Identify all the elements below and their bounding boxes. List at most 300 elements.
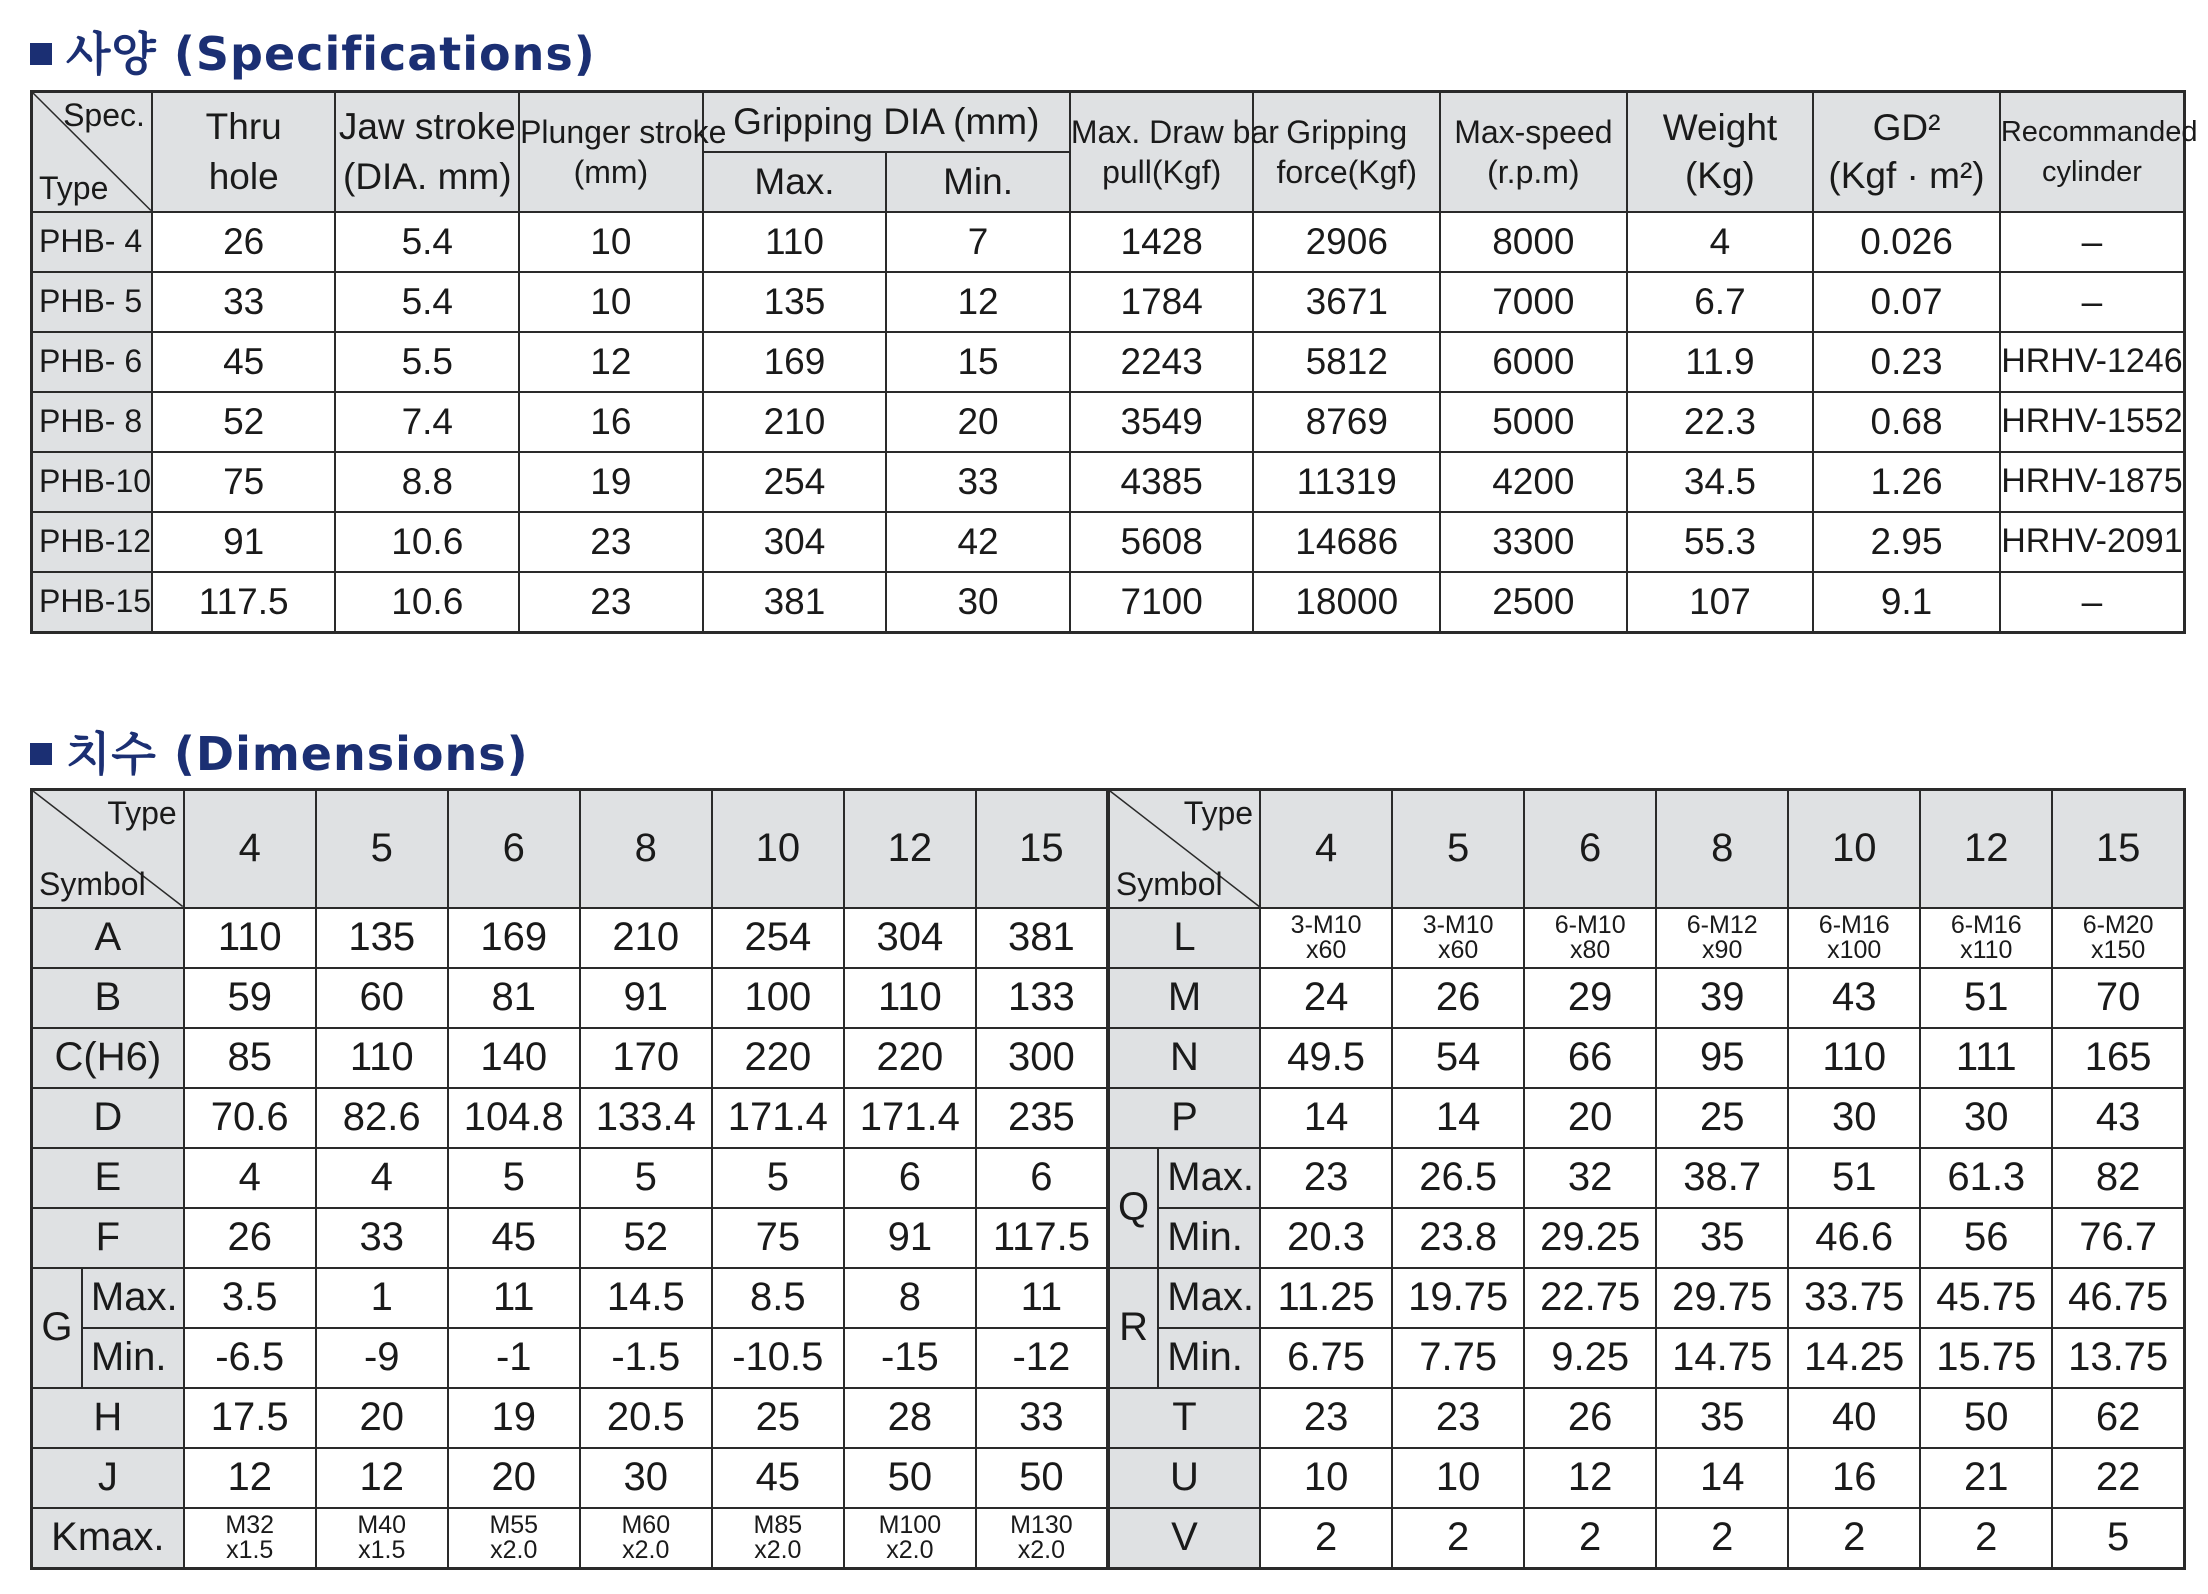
dimension-value: 3.5 xyxy=(184,1268,316,1328)
table-cell: 7 xyxy=(886,212,1070,272)
dimension-value: 304 xyxy=(844,908,976,968)
dimension-value: 17.5 xyxy=(184,1388,316,1448)
dimension-value: 1 xyxy=(316,1268,448,1328)
table-cell: 1784 xyxy=(1070,272,1254,332)
table-cell: 6.7 xyxy=(1627,272,1814,332)
dimension-value: -1.5 xyxy=(580,1328,712,1388)
dimension-value: 11 xyxy=(448,1268,580,1328)
dimension-value: 110 xyxy=(316,1028,448,1088)
dimensions-table xyxy=(30,788,2186,1570)
dimension-value: 66 xyxy=(1524,1028,1656,1088)
type-header: 15 xyxy=(2052,790,2184,908)
dimension-value: 117.5 xyxy=(976,1208,1108,1268)
header-max-speed: Max-speed (r.p.m) xyxy=(1440,92,1627,212)
table-cell: 20 xyxy=(886,392,1070,452)
table-cell: HRHV-1246 xyxy=(2000,332,2185,392)
dimension-value: 82.6 xyxy=(316,1088,448,1148)
table-cell: 3300 xyxy=(1440,512,1627,572)
table-cell: 75 xyxy=(152,452,336,512)
symbol-cell: A xyxy=(32,908,184,968)
header-gripping-force: Gripping force(Kgf) xyxy=(1253,92,1440,212)
dimension-value: 29.25 xyxy=(1524,1208,1656,1268)
table-cell: 0.68 xyxy=(1813,392,2000,452)
dimension-value: 8.5 xyxy=(712,1268,844,1328)
dimension-value: 70 xyxy=(2052,968,2184,1028)
table-row xyxy=(32,1088,2185,1148)
type-header: 5 xyxy=(316,790,448,908)
dimension-value: 2 xyxy=(1392,1508,1524,1569)
dimension-value: 91 xyxy=(844,1208,976,1268)
table-cell: 3671 xyxy=(1253,272,1440,332)
symbol-cell: P xyxy=(1108,1088,1260,1148)
dimension-value: 19.75 xyxy=(1392,1268,1524,1328)
dimension-value: 10 xyxy=(1392,1448,1524,1508)
dimension-value: 4 xyxy=(184,1148,316,1208)
dimension-value: 133.4 xyxy=(580,1088,712,1148)
spec-corner-header xyxy=(32,92,152,212)
table-row xyxy=(32,968,2185,1028)
table-cell: 5000 xyxy=(1440,392,1627,452)
table-cell: 11.9 xyxy=(1627,332,1814,392)
table-row xyxy=(32,1148,2185,1208)
header-thru-hole: Thru hole xyxy=(152,92,336,212)
dimension-value: 50 xyxy=(844,1448,976,1508)
table-cell: 91 xyxy=(152,512,336,572)
table-row xyxy=(32,908,2185,968)
dimension-value: 22.75 xyxy=(1524,1268,1656,1328)
dimension-value: 6-M10 x80 xyxy=(1524,908,1656,968)
dimension-value: 15.75 xyxy=(1920,1328,2052,1388)
type-header: 5 xyxy=(1392,790,1524,908)
dimension-value: 91 xyxy=(580,968,712,1028)
dimension-value: 21 xyxy=(1920,1448,2052,1508)
dimension-value: 20.3 xyxy=(1260,1208,1392,1268)
symbol-cell: E xyxy=(32,1148,184,1208)
dimension-value: 82 xyxy=(2052,1148,2184,1208)
dimension-value: 26 xyxy=(1392,968,1524,1028)
type-header: 10 xyxy=(712,790,844,908)
dimension-value: 9.25 xyxy=(1524,1328,1656,1388)
dimension-value: 39 xyxy=(1656,968,1788,1028)
table-cell: HRHV-1875 xyxy=(2000,452,2185,512)
table-cell: 7100 xyxy=(1070,572,1254,633)
dimension-value: 30 xyxy=(1920,1088,2052,1148)
dimension-value: 35 xyxy=(1656,1208,1788,1268)
dimension-value: 6 xyxy=(976,1148,1108,1208)
dimension-value: 56 xyxy=(1920,1208,2052,1268)
sub-symbol-cell: Max. xyxy=(1158,1268,1260,1328)
dimension-value: 6 xyxy=(844,1148,976,1208)
dimension-value: 6.75 xyxy=(1260,1328,1392,1388)
table-row xyxy=(32,1508,2185,1569)
dimension-value: 43 xyxy=(1788,968,1920,1028)
dimension-value: 8 xyxy=(844,1268,976,1328)
symbol-cell: R xyxy=(1108,1268,1158,1388)
table-cell: 117.5 xyxy=(152,572,336,633)
type-header: 12 xyxy=(1920,790,2052,908)
dimension-value: 33 xyxy=(976,1388,1108,1448)
dimension-value: 20 xyxy=(448,1448,580,1508)
table-cell: 16 xyxy=(519,392,703,452)
symbol-cell: V xyxy=(1108,1508,1260,1569)
table-cell: 8000 xyxy=(1440,212,1627,272)
dimension-value: 20.5 xyxy=(580,1388,712,1448)
table-cell: 8769 xyxy=(1253,392,1440,452)
dimension-value: 169 xyxy=(448,908,580,968)
table-cell: 11319 xyxy=(1253,452,1440,512)
table-row xyxy=(32,1268,2185,1328)
table-cell: 254 xyxy=(703,452,887,512)
table-row xyxy=(32,392,2185,452)
table-cell: 3549 xyxy=(1070,392,1254,452)
dimension-value: M55 x2.0 xyxy=(448,1508,580,1569)
dimension-value: 110 xyxy=(184,908,316,968)
table-cell: 107 xyxy=(1627,572,1814,633)
dimension-value: 10 xyxy=(1260,1448,1392,1508)
dimension-value: 22 xyxy=(2052,1448,2184,1508)
type-cell: PHB- 8 xyxy=(32,392,152,452)
dimension-value: 5 xyxy=(580,1148,712,1208)
dimension-value: 40 xyxy=(1788,1388,1920,1448)
table-cell: 10.6 xyxy=(335,512,519,572)
table-cell: 55.3 xyxy=(1627,512,1814,572)
table-cell: HRHV-1552 xyxy=(2000,392,2185,452)
symbol-cell: N xyxy=(1108,1028,1260,1088)
table-cell: – xyxy=(2000,272,2185,332)
dimension-value: 171.4 xyxy=(844,1088,976,1148)
header-weight: Weight (Kg) xyxy=(1627,92,1814,212)
header-gripping-min: Min. xyxy=(886,152,1070,212)
dimension-value: 220 xyxy=(712,1028,844,1088)
dimension-value: M85 x2.0 xyxy=(712,1508,844,1569)
table-row xyxy=(32,1388,2185,1448)
table-cell: 18000 xyxy=(1253,572,1440,633)
dimension-value: 50 xyxy=(976,1448,1108,1508)
dim-title-korean: 치수 xyxy=(66,727,157,781)
dimension-value: 14.75 xyxy=(1656,1328,1788,1388)
dimension-value: 32 xyxy=(1524,1148,1656,1208)
table-row xyxy=(32,212,2185,272)
dimension-value: 12 xyxy=(184,1448,316,1508)
dim-corner-bottom: Symbol xyxy=(1115,865,1223,902)
dimension-value: 23.8 xyxy=(1392,1208,1524,1268)
table-cell: 33 xyxy=(886,452,1070,512)
dimension-value: 59 xyxy=(184,968,316,1028)
dimension-value: 54 xyxy=(1392,1028,1524,1088)
dimension-value: 46.6 xyxy=(1788,1208,1920,1268)
table-cell: 15 xyxy=(886,332,1070,392)
dimension-value: -10.5 xyxy=(712,1328,844,1388)
dimension-value: -15 xyxy=(844,1328,976,1388)
dimension-value: 2 xyxy=(1788,1508,1920,1569)
table-cell: 135 xyxy=(703,272,887,332)
table-cell: 110 xyxy=(703,212,887,272)
dimension-value: 300 xyxy=(976,1028,1108,1088)
dimension-value: 6-M16 x110 xyxy=(1920,908,2052,968)
type-cell: PHB-10 xyxy=(32,452,152,512)
dimension-value: 52 xyxy=(580,1208,712,1268)
sub-symbol-cell: Min. xyxy=(1158,1328,1260,1388)
dimension-value: 14 xyxy=(1260,1088,1392,1148)
dimension-value: 11.25 xyxy=(1260,1268,1392,1328)
dimension-value: 220 xyxy=(844,1028,976,1088)
table-row xyxy=(32,332,2185,392)
dimension-value: M60 x2.0 xyxy=(580,1508,712,1569)
dimension-value: 6-M20 x150 xyxy=(2052,908,2184,968)
dim-corner-header-left xyxy=(32,790,184,908)
dimension-value: 61.3 xyxy=(1920,1148,2052,1208)
spec-title-english: (Specifications) xyxy=(173,27,596,81)
dimension-value: 5 xyxy=(448,1148,580,1208)
table-cell: 1.26 xyxy=(1813,452,2000,512)
type-cell: PHB- 4 xyxy=(32,212,152,272)
dimension-value: 29.75 xyxy=(1656,1268,1788,1328)
dimension-value: 51 xyxy=(1920,968,2052,1028)
spec-corner-bottom: Type xyxy=(39,169,109,206)
type-header: 15 xyxy=(976,790,1108,908)
dimension-value: 135 xyxy=(316,908,448,968)
header-gd2: GD² (Kgf · m²) xyxy=(1813,92,2000,212)
table-cell: 22.3 xyxy=(1627,392,1814,452)
table-cell: 33 xyxy=(152,272,336,332)
dimension-value: 6-M16 x100 xyxy=(1788,908,1920,968)
dim-corner-top: Type xyxy=(1183,795,1254,831)
table-cell: 6000 xyxy=(1440,332,1627,392)
dimension-value: 23 xyxy=(1260,1388,1392,1448)
spec-title-korean: 사양 xyxy=(66,27,157,81)
table-cell: 4385 xyxy=(1070,452,1254,512)
dimension-value: 14.5 xyxy=(580,1268,712,1328)
dimension-value: 5 xyxy=(2052,1508,2184,1569)
table-row xyxy=(32,512,2185,572)
dimension-value: 100 xyxy=(712,968,844,1028)
dimension-value: 49.5 xyxy=(1260,1028,1392,1088)
dimension-value: 210 xyxy=(580,908,712,968)
dimension-value: 30 xyxy=(1788,1088,1920,1148)
dimension-value: 50 xyxy=(1920,1388,2052,1448)
dimension-value: 110 xyxy=(1788,1028,1920,1088)
symbol-cell: L xyxy=(1108,908,1260,968)
dimension-value: M130 x2.0 xyxy=(976,1508,1108,1569)
table-cell: 4 xyxy=(1627,212,1814,272)
dimension-value: 2 xyxy=(1656,1508,1788,1569)
dimension-value: 12 xyxy=(316,1448,448,1508)
table-cell: 5.5 xyxy=(335,332,519,392)
dimension-value: 33.75 xyxy=(1788,1268,1920,1328)
dimension-value: 23 xyxy=(1392,1388,1524,1448)
dimension-value: 51 xyxy=(1788,1148,1920,1208)
spec-corner-top: Spec. xyxy=(63,97,145,133)
table-cell: 210 xyxy=(703,392,887,452)
header-cylinder: Recommanded cylinder xyxy=(2000,92,2185,212)
symbol-cell: J xyxy=(32,1448,184,1508)
type-cell: PHB- 5 xyxy=(32,272,152,332)
dim-corner-bottom: Symbol xyxy=(39,865,146,902)
dimension-value: 35 xyxy=(1656,1388,1788,1448)
dimension-value: 29 xyxy=(1524,968,1656,1028)
table-row xyxy=(32,272,2185,332)
symbol-cell: H xyxy=(32,1388,184,1448)
sub-symbol-cell: Max. xyxy=(1158,1148,1260,1208)
dimension-value: 38.7 xyxy=(1656,1148,1788,1208)
symbol-cell: Q xyxy=(1108,1148,1158,1268)
dimension-value: 3-M10 x60 xyxy=(1260,908,1392,968)
type-cell: PHB- 6 xyxy=(32,332,152,392)
type-header: 12 xyxy=(844,790,976,908)
table-cell: 34.5 xyxy=(1627,452,1814,512)
table-cell: 8.8 xyxy=(335,452,519,512)
table-cell: – xyxy=(2000,212,2185,272)
dimension-value: 45 xyxy=(712,1448,844,1508)
table-cell: 2906 xyxy=(1253,212,1440,272)
dimension-value: 60 xyxy=(316,968,448,1028)
dimension-value: 26 xyxy=(184,1208,316,1268)
bullet-square-icon xyxy=(30,43,52,65)
type-header: 6 xyxy=(448,790,580,908)
dimension-value: 14 xyxy=(1656,1448,1788,1508)
dimension-value: 20 xyxy=(1524,1088,1656,1148)
table-cell: 2.95 xyxy=(1813,512,2000,572)
dimension-value: 95 xyxy=(1656,1028,1788,1088)
dim-title-english: (Dimensions) xyxy=(173,727,529,781)
header-gripping-max: Max. xyxy=(703,152,887,212)
symbol-cell: D xyxy=(32,1088,184,1148)
dimension-value: 12 xyxy=(1524,1448,1656,1508)
table-cell: 169 xyxy=(703,332,887,392)
dimension-value: 2 xyxy=(1260,1508,1392,1569)
specifications-table xyxy=(30,90,2198,634)
dimension-value: -9 xyxy=(316,1328,448,1388)
type-header: 8 xyxy=(580,790,712,908)
table-cell: – xyxy=(2000,572,2185,633)
type-header: 10 xyxy=(1788,790,1920,908)
dimension-value: 165 xyxy=(2052,1028,2184,1088)
table-cell: 30 xyxy=(886,572,1070,633)
table-cell: 10 xyxy=(519,272,703,332)
sub-symbol-cell: Max. xyxy=(82,1268,184,1328)
header-jaw-stroke: Jaw stroke (DIA. mm) xyxy=(335,92,519,212)
dimension-value: 254 xyxy=(712,908,844,968)
dimension-value: M100 x2.0 xyxy=(844,1508,976,1569)
table-cell: 2243 xyxy=(1070,332,1254,392)
dimension-value: -6.5 xyxy=(184,1328,316,1388)
table-cell: 5.4 xyxy=(335,272,519,332)
dimension-value: 11 xyxy=(976,1268,1108,1328)
table-cell: 5.4 xyxy=(335,212,519,272)
dimension-value: 85 xyxy=(184,1028,316,1088)
symbol-cell: T xyxy=(1108,1388,1260,1448)
dimension-value: M40 x1.5 xyxy=(316,1508,448,1569)
table-cell: HRHV-2091 xyxy=(2000,512,2185,572)
dimension-value: 13.75 xyxy=(2052,1328,2184,1388)
table-cell: 45 xyxy=(152,332,336,392)
dimension-value: 5 xyxy=(712,1148,844,1208)
table-cell: 0.026 xyxy=(1813,212,2000,272)
dimension-value: 14.25 xyxy=(1788,1328,1920,1388)
table-row xyxy=(32,1448,2185,1508)
dimension-value: 110 xyxy=(844,968,976,1028)
table-cell: 9.1 xyxy=(1813,572,2000,633)
table-row xyxy=(32,452,2185,512)
dimension-value: 62 xyxy=(2052,1388,2184,1448)
dimension-value: 133 xyxy=(976,968,1108,1028)
dimension-value: 45 xyxy=(448,1208,580,1268)
table-row xyxy=(32,1028,2185,1088)
table-cell: 1428 xyxy=(1070,212,1254,272)
dimension-value: 381 xyxy=(976,908,1108,968)
table-cell: 10.6 xyxy=(335,572,519,633)
dimension-value: 30 xyxy=(580,1448,712,1508)
dimension-value: 45.75 xyxy=(1920,1268,2052,1328)
table-cell: 304 xyxy=(703,512,887,572)
table-cell: 7000 xyxy=(1440,272,1627,332)
dimension-value: 46.75 xyxy=(2052,1268,2184,1328)
dimension-value: 26 xyxy=(1524,1388,1656,1448)
dimension-value: 111 xyxy=(1920,1028,2052,1088)
sub-symbol-cell: Min. xyxy=(1158,1208,1260,1268)
dimension-value: 25 xyxy=(712,1388,844,1448)
dimension-value: 75 xyxy=(712,1208,844,1268)
table-cell: 19 xyxy=(519,452,703,512)
table-cell: 5812 xyxy=(1253,332,1440,392)
dimension-value: 70.6 xyxy=(184,1088,316,1148)
symbol-cell: B xyxy=(32,968,184,1028)
dim-corner-header-right xyxy=(1108,790,1260,908)
header-draw-bar: Max. Draw bar pull(Kgf) xyxy=(1070,92,1254,212)
table-row xyxy=(32,572,2185,633)
table-cell: 10 xyxy=(519,212,703,272)
symbol-cell: M xyxy=(1108,968,1260,1028)
header-gripping-dia: Gripping DIA (mm) xyxy=(703,92,1070,152)
dimension-value: 33 xyxy=(316,1208,448,1268)
type-header: 8 xyxy=(1656,790,1788,908)
table-cell: 14686 xyxy=(1253,512,1440,572)
table-cell: 12 xyxy=(519,332,703,392)
symbol-cell: F xyxy=(32,1208,184,1268)
table-cell: 0.23 xyxy=(1813,332,2000,392)
dimension-value: 19 xyxy=(448,1388,580,1448)
table-cell: 5608 xyxy=(1070,512,1254,572)
table-cell: 7.4 xyxy=(335,392,519,452)
symbol-cell: U xyxy=(1108,1448,1260,1508)
dimension-value: 23 xyxy=(1260,1148,1392,1208)
table-cell: 42 xyxy=(886,512,1070,572)
specifications-heading xyxy=(30,18,596,84)
dimensions-heading xyxy=(30,718,529,784)
dimension-value: 28 xyxy=(844,1388,976,1448)
dimension-value: 7.75 xyxy=(1392,1328,1524,1388)
symbol-cell: Kmax. xyxy=(32,1508,184,1569)
dimension-value: 2 xyxy=(1920,1508,2052,1569)
dimension-value: 140 xyxy=(448,1028,580,1088)
dimension-value: 76.7 xyxy=(2052,1208,2184,1268)
dimension-value: 24 xyxy=(1260,968,1392,1028)
dimension-value: M32 x1.5 xyxy=(184,1508,316,1569)
symbol-cell: C(H6) xyxy=(32,1028,184,1088)
dimension-value: 2 xyxy=(1524,1508,1656,1569)
table-cell: 4200 xyxy=(1440,452,1627,512)
dimension-value: 235 xyxy=(976,1088,1108,1148)
type-cell: PHB-15 xyxy=(32,572,152,633)
dimension-value: 20 xyxy=(316,1388,448,1448)
bullet-square-icon xyxy=(30,743,52,765)
table-cell: 2500 xyxy=(1440,572,1627,633)
type-header: 6 xyxy=(1524,790,1656,908)
dimension-value: -12 xyxy=(976,1328,1108,1388)
dimension-value: 3-M10 x60 xyxy=(1392,908,1524,968)
table-cell: 23 xyxy=(519,512,703,572)
symbol-cell: G xyxy=(32,1268,82,1388)
